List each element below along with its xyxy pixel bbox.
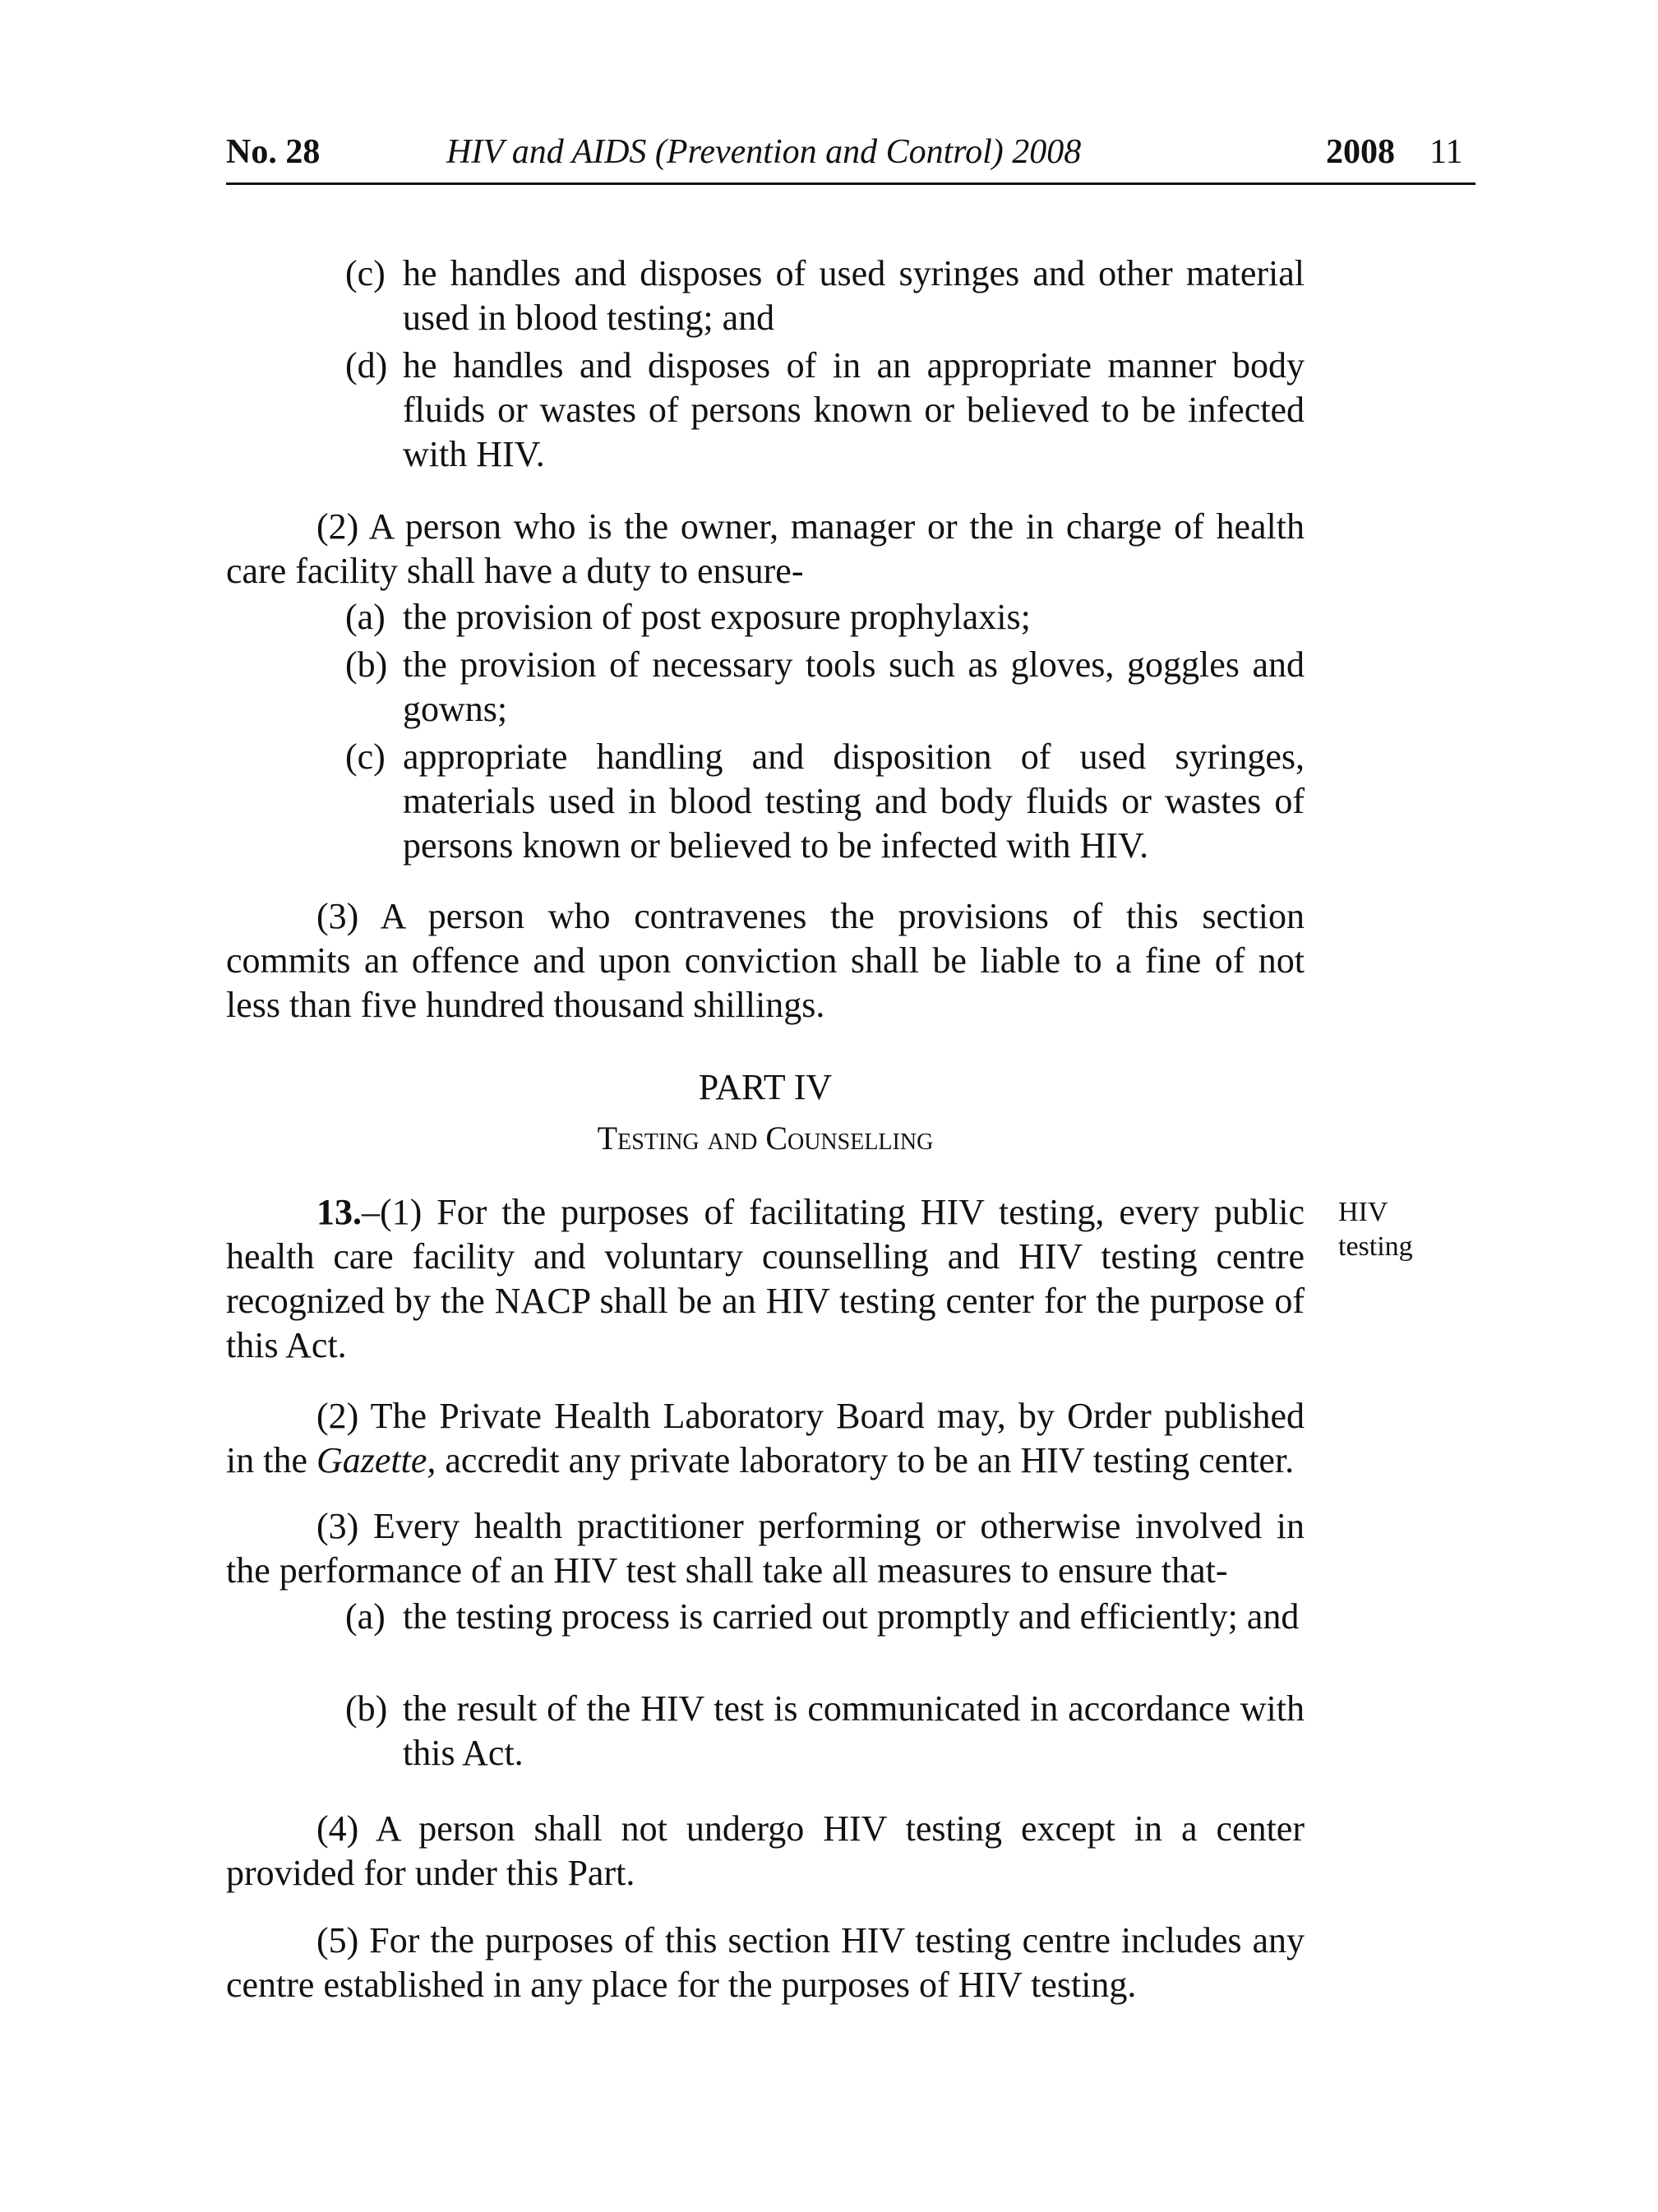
clause-text: the result of the HIV test is communicated in accordance with this Act. xyxy=(403,1688,1305,1773)
subsection-text: accredit any private laboratory to be an HIV testing center. xyxy=(436,1440,1295,1480)
clause-label: (c) xyxy=(345,253,386,293)
clause-c xyxy=(345,252,1305,340)
subsection-text: (4) A person shall not undergo HIV testing except in a center provided for under this Part. xyxy=(226,1808,1305,1893)
clause-text: he handles and disposes of in an appropriate manner body fluids or wastes of persons known or believed to be infected with HIV. xyxy=(403,345,1305,474)
margin-note-line: testing xyxy=(1338,1231,1413,1262)
subsection-text: (2) The Private Health Laboratory Board may, by Order published in the xyxy=(226,1396,1305,1480)
subsection-3 xyxy=(226,894,1305,1027)
clause-label: (c) xyxy=(345,737,386,777)
subsection-text: (5) For the purposes of this section HIV testing centre includes any centre established in any place for the purposes of HIV testing. xyxy=(226,1920,1305,2005)
subsection-2 xyxy=(226,505,1305,593)
section-number: 13. xyxy=(316,1192,362,1232)
act-year: 2008 xyxy=(1326,133,1395,171)
subsection-text: (3) A person who contravenes the provisions of this section commits an offence and upon conviction shall be liable to a fine of not less than five hundred thousand shillings. xyxy=(226,896,1305,1025)
clause-2c xyxy=(345,735,1305,868)
gazette-reference: Gazette, xyxy=(316,1440,436,1480)
clause-3b xyxy=(345,1687,1305,1776)
clause-2b xyxy=(345,643,1305,732)
section-13-subsection-2 xyxy=(226,1394,1305,1483)
section-13-subsection-4 xyxy=(226,1807,1305,1896)
margin-note xyxy=(1338,1195,1470,1264)
subsection-text: (2) A person who is the owner, manager or the in charge of health care facility shall have a duty to ensure- xyxy=(226,506,1305,591)
section-13-subsection-3 xyxy=(226,1504,1305,1593)
act-number: No. 28 xyxy=(226,133,321,171)
part-subtitle: Testing and Counselling xyxy=(597,1120,934,1157)
clause-label: (a) xyxy=(345,1596,386,1637)
clause-3a xyxy=(345,1595,1305,1639)
clause-label: (b) xyxy=(345,1688,388,1729)
clause-text: appropriate handling and disposition of used syringes, materials used in blood testing and body fluids or wastes of persons known or believed to be infected with HIV. xyxy=(403,737,1305,866)
clause-text: the provision of necessary tools such as gloves, goggles and gowns; xyxy=(403,644,1305,729)
clause-text: the testing process is carried out promptly and efficiently; and xyxy=(403,1596,1300,1637)
subsection-text: (3) Every health practitioner performing or otherwise involved in the performance of an HIV test shall take all measures to ensure that- xyxy=(226,1506,1305,1591)
section-13-subsection-1 xyxy=(226,1190,1305,1368)
clause-label: (a) xyxy=(345,597,386,637)
clause-label: (d) xyxy=(345,345,388,386)
clause-d xyxy=(345,344,1305,477)
section-13-subsection-5 xyxy=(226,1919,1305,2007)
act-title: HIV and AIDS (Prevention and Control) 2008 xyxy=(446,133,1082,171)
clause-text: he handles and disposes of used syringes and other material used in blood testing; and xyxy=(403,253,1305,338)
clause-label: (b) xyxy=(345,644,388,685)
part-title: PART IV xyxy=(698,1067,833,1107)
subsection-text: –(1) For the purposes of facilitating HIV testing, every public health care facility and voluntary counselling and HIV testing centre recognized by the NACP shall be an HIV testing center for the purpose of this Act. xyxy=(226,1192,1305,1365)
clause-2a xyxy=(345,595,1305,640)
clause-text: the provision of post exposure prophylaxis; xyxy=(403,597,1031,637)
running-header xyxy=(226,132,1476,185)
page-number: 11 xyxy=(1429,133,1463,171)
margin-note-line: HIV xyxy=(1338,1197,1388,1227)
